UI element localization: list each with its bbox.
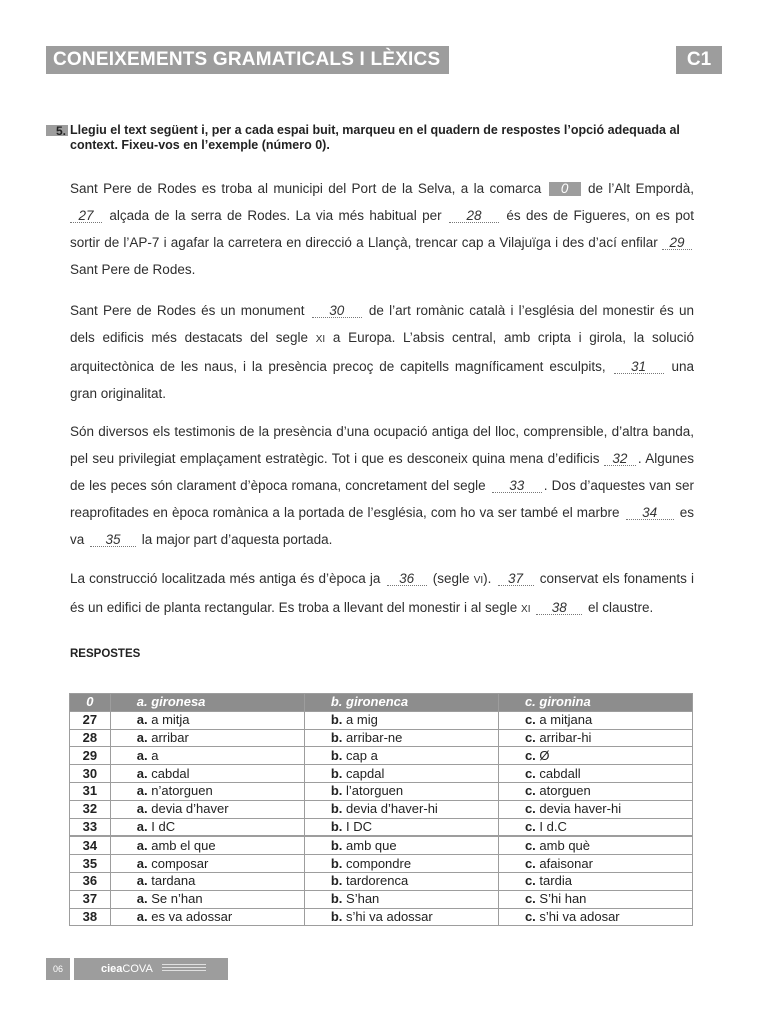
option-a [110,908,304,926]
option-a [110,747,304,765]
option-letter: a. [136,855,148,871]
option-text: a [151,747,159,763]
option-a [110,855,304,873]
option-a [110,765,304,783]
header-option-c: c. gironina [498,694,692,712]
row-number: 30 [70,765,111,783]
text: Sant Pere de Rodes es troba al municipi del Port de la Selva, a la comarca [70,181,542,196]
option-letter: b. [330,891,343,907]
blank-37: 37 [498,572,534,586]
option-c [498,836,692,854]
option-text: I dC [151,818,176,834]
blank-27: 27 [70,209,102,223]
option-text: es va adossar [151,908,233,924]
publisher-logo [74,958,228,980]
page-number: 06 [46,958,70,980]
option-letter: c. [524,818,536,834]
paragraph-4 [70,565,694,623]
option-letter: a. [136,801,148,817]
option-text: Se n’han [151,891,203,907]
header-option-b: b. gironenca [304,694,498,712]
option-text: tardana [151,873,196,889]
option-c [498,908,692,926]
option-b [304,836,498,854]
logo-suffix: COVA [122,963,153,975]
paragraph-2 [70,297,694,407]
option-letter: b. [330,837,343,853]
century-numeral: XI [521,604,531,615]
option-c [498,818,692,836]
logo-text [101,958,153,980]
section-title: CONEIXEMENTS GRAMATICALS I LÈXICS [46,46,449,74]
text: La construcció localitzada més antiga és d’època ja [70,571,381,586]
option-a [110,800,304,818]
century-numeral: XI [315,334,326,345]
option-letter: b. [330,729,343,745]
option-letter: c. [524,855,536,871]
blank-34: 34 [626,506,674,520]
option-letter: c. [524,837,536,853]
row-number: 38 [70,908,111,926]
option-c [498,890,692,908]
table-row [70,711,693,729]
row-number: 37 [70,890,111,908]
option-letter: c. [524,891,536,907]
option-b [304,782,498,800]
option-b [304,729,498,747]
option-text: Ø [539,747,550,763]
text: és des de Figueres, on es pot sortir de l’AP-7 i agafar la carretera en direcció a Llançà, trencar cap a Vilajuïga i des d’ací enfilar [70,208,694,250]
option-c [498,782,692,800]
option-letter: a. [136,747,148,763]
option-text: tardorenca [346,873,409,889]
option-text: amb el que [151,837,216,853]
level-badge: C1 [676,46,722,74]
table-row [70,747,693,765]
option-text: atorguen [539,783,591,799]
blank-38: 38 [536,601,582,615]
option-letter: b. [330,873,343,889]
option-letter: b. [330,855,343,871]
option-letter: c. [524,873,536,889]
option-text: n’atorguen [151,783,213,799]
text: conservat els fonaments i és un edifici de planta rectangular. Es troba a llevant del monestir i al segle [70,571,694,615]
table-row [70,872,693,890]
option-c [498,711,692,729]
option-a [110,872,304,890]
option-letter: b. [330,712,343,728]
option-letter: c. [524,801,536,817]
table-row [70,836,693,854]
option-text: cap a [346,747,378,763]
table-row [70,855,693,873]
option-text: arribar-hi [539,729,592,745]
option-text: a mitja [151,712,190,728]
option-b [304,872,498,890]
option-b [304,711,498,729]
option-a [110,890,304,908]
option-text: capdal [346,765,385,781]
blank-32: 32 [604,452,636,466]
logo-prefix: ciea [101,963,123,975]
option-letter: a. [136,765,148,781]
option-letter: b. [330,783,343,799]
table-row [70,818,693,836]
text: (segle [432,571,470,586]
question-number: 5. [46,125,68,136]
option-c [498,800,692,818]
option-text: composar [151,855,209,871]
option-letter: b. [330,801,343,817]
option-text: devia d’haver [151,801,229,817]
row-number: 28 [70,729,111,747]
option-letter: c. [524,765,536,781]
example-blank: 0 [549,182,581,196]
option-text: amb que [346,837,397,853]
option-c [498,765,692,783]
option-letter: a. [136,712,148,728]
row-number: 32 [70,800,111,818]
option-text: I DC [346,818,373,834]
option-b [304,890,498,908]
blank-30: 30 [312,304,362,318]
option-text: devia d’haver-hi [346,801,438,817]
option-b [304,800,498,818]
logo-tagline-lines [162,964,206,973]
option-a [110,818,304,836]
text: una gran originalitat. [70,359,694,401]
blank-36: 36 [387,572,427,586]
table-row [70,890,693,908]
text: Sant Pere de Rodes és un monument [70,303,305,318]
text: Sant Pere de Rodes. [70,262,196,277]
text: alçada de la serra de Rodes. La via més habitual per [109,208,442,223]
blank-33: 33 [492,479,542,493]
row-number: 34 [70,836,111,854]
blank-35: 35 [90,533,136,547]
option-b [304,818,498,836]
table-row [70,765,693,783]
option-letter: a. [136,837,148,853]
header-option-a: a. gironesa [110,694,304,712]
responses-title: RESPOSTES [70,648,141,660]
option-letter: a. [136,729,148,745]
option-text: afaisonar [539,855,593,871]
paragraph-3 [70,418,694,553]
text: de l’Alt Empordà, [587,181,694,196]
option-letter: b. [330,765,343,781]
option-letter: c. [524,908,536,924]
option-b [304,855,498,873]
row-number: 31 [70,782,111,800]
option-b [304,747,498,765]
header-example-number: 0 [70,694,111,712]
option-letter: a. [136,783,148,799]
option-text: devia haver-hi [539,801,622,817]
option-a [110,782,304,800]
option-text: S’han [346,891,380,907]
option-text: a mig [346,712,378,728]
option-letter: b. [330,747,343,763]
row-number: 29 [70,747,111,765]
table-row [70,908,693,926]
row-number: 35 [70,855,111,873]
century-numeral: VI [473,575,484,586]
blank-29: 29 [662,236,692,250]
text: . Dos d’aquestes van ser reaprofitades en època romànica a la portada de l’església, com ho va ser també el marbre [70,478,694,520]
row-number: 27 [70,711,111,729]
text: es va [70,505,694,547]
blank-31: 31 [614,360,664,374]
text: ). [483,571,492,586]
option-text: amb què [539,837,591,853]
option-c [498,747,692,765]
option-text: S’hi han [539,891,587,907]
option-text: l’atorguen [346,783,404,799]
table-row [70,800,693,818]
text: de l’art romànic català i l’església del monestir és un dels edificis més destacats del segle [70,303,694,345]
blank-28: 28 [449,209,499,223]
option-letter: a. [136,908,148,924]
option-a [110,836,304,854]
option-letter: b. [330,818,343,834]
option-text: I d.C [539,818,567,834]
option-text: arribar-ne [346,729,403,745]
text: el claustre. [588,600,654,615]
option-c [498,855,692,873]
option-letter: c. [524,729,536,745]
option-text: cabdall [539,765,581,781]
option-a [110,711,304,729]
option-text: cabdal [151,765,190,781]
option-letter: a. [136,818,148,834]
option-text: tardia [539,873,572,889]
option-b [304,765,498,783]
question-instruction [46,123,694,153]
text: Són diversos els testimonis de la presència d’una ocupació antiga del lloc, comprensible, d’altra banda, pel seu privilegiat emplaçament estratègic. Tot i que es desconeix quina mena d’edificis [70,424,694,466]
option-a [110,729,304,747]
option-text: compondre [346,855,412,871]
text: la major part d’aquesta portada. [141,532,333,547]
table-row [70,782,693,800]
text: a Europa. L’absis central, amb cripta i girola, la solució arquitectònica de les naus, i la presència precoç de capitells magníficament esculpits, [70,330,694,374]
option-text: arribar [151,729,189,745]
option-letter: b. [330,908,343,924]
option-text: s’hi va adossar [346,908,433,924]
option-text: a mitjana [539,712,593,728]
option-text: s’hi va adosar [539,908,620,924]
table-row [70,729,693,747]
text: . Algunes de les peces són clarament d’època romana, concretament del segle [70,451,694,493]
option-c [498,729,692,747]
option-b [304,908,498,926]
option-c [498,872,692,890]
option-letter: c. [524,712,536,728]
row-number: 33 [70,818,111,836]
option-letter: c. [524,783,536,799]
table-header-row [70,694,693,712]
row-number: 36 [70,872,111,890]
option-letter: c. [524,747,536,763]
answers-table [69,693,693,926]
question-text: Llegiu el text següent i, per a cada espai buit, marqueu en el quadern de respostes l’opció adequada al context. Fixeu-vos en l’exemple (número 0). [70,123,680,152]
paragraph-1 [70,175,694,283]
option-letter: a. [136,891,148,907]
option-letter: a. [136,873,148,889]
